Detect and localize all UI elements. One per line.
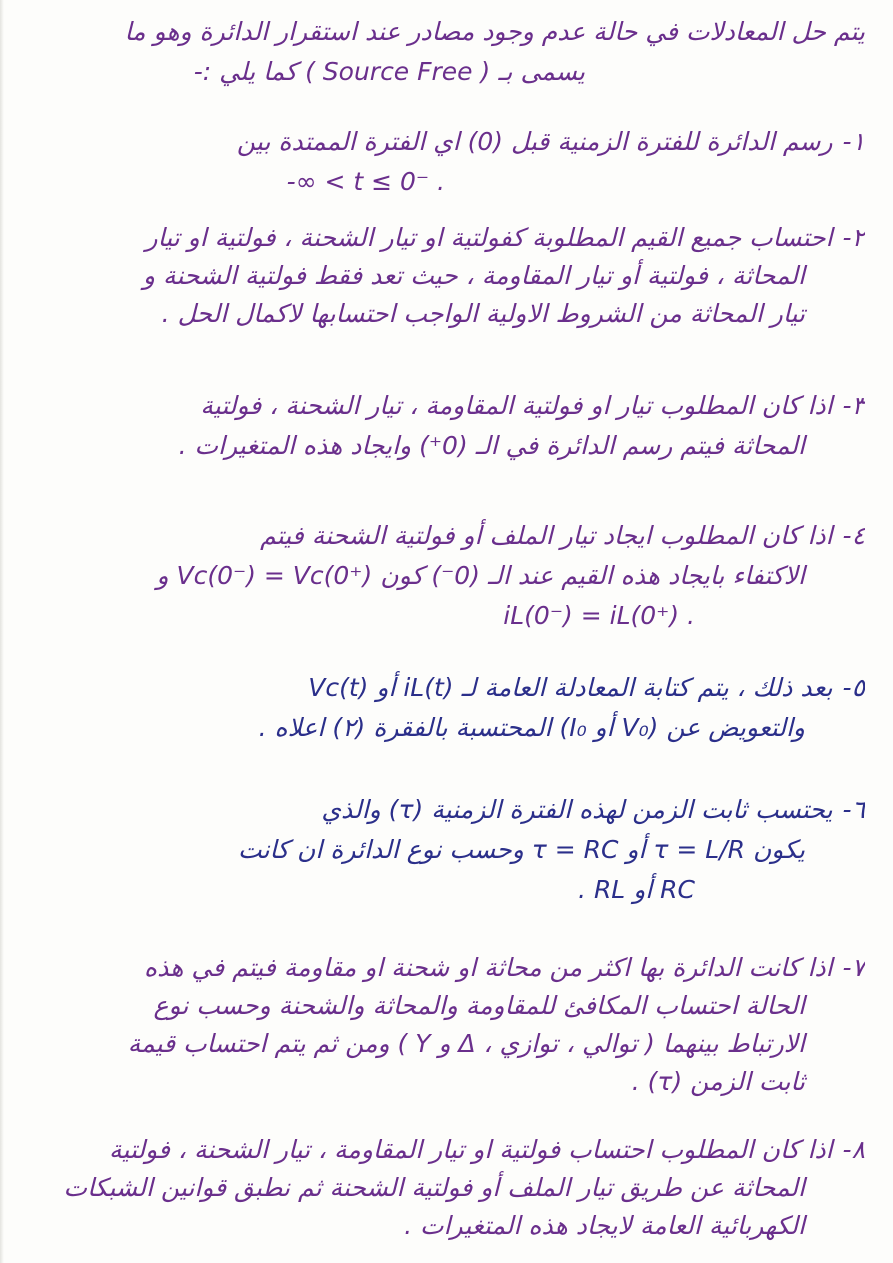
item-4-line-3 — [18, 596, 865, 636]
item-2-line-2: المحاثة ، فولتية أو تيار المقاومة ، حيث تعد فقط فولتية الشحنة و — [143, 261, 805, 290]
item-1-line-1 — [18, 122, 865, 162]
list-item-7 — [18, 948, 865, 1100]
item-6-line-3: RC أو RL . — [578, 875, 695, 904]
item-6-line-2: يكون τ = L/R أو τ = RC وحسب نوع الدائرة ان كانت — [238, 835, 805, 864]
item-7-line-1 — [18, 948, 865, 986]
item-2-line-1 — [18, 218, 865, 256]
intro-line-1: يتم حل المعادلات في حالة عدم وجود مصادر عند استقرار الدائرة وهو ما — [124, 17, 865, 46]
item-5-line-2: والتعويض عن (V₀ أو I₀) المحتسبة بالفقرة (٢) اعلاه . — [258, 713, 805, 742]
list-item-4 — [18, 516, 865, 636]
item-7-line-4: ثابت الزمن (τ) . — [631, 1067, 805, 1096]
intro-line-2-prefix: يسمى بـ — [498, 57, 585, 86]
list-item-5 — [18, 668, 865, 748]
item-text: رسم الدائرة للفترة الزمنية قبل (0) اي الفترة الممتدة بين — [236, 127, 833, 156]
item-8-line-1 — [18, 1130, 865, 1168]
item-number: ٧- — [842, 953, 865, 982]
item-5-line-1 — [18, 668, 865, 708]
item-text: اذا كان المطلوب تيار او فولتية المقاومة ، تيار الشحنة ، فولتية — [200, 391, 833, 420]
item-1-line-2 — [18, 162, 865, 202]
item-3-line-2: المحاثة فيتم رسم الدائرة في الـ (0⁺) وايجاد هذه المتغيرات . — [178, 431, 805, 460]
item-number: ٢- — [842, 223, 865, 252]
intro-paragraph — [18, 12, 865, 92]
item-3-line-1 — [18, 386, 865, 426]
list-item-6 — [18, 790, 865, 910]
item-number: ٣- — [842, 391, 865, 420]
item-7-line-2: الحالة احتساب المكافئ للمقاومة والمحاثة والشحنة وحسب نوع — [153, 991, 805, 1020]
item-number: ٨- — [842, 1135, 865, 1164]
inductor-current-equation: iL(0⁻) = iL(0⁺) . — [503, 601, 695, 630]
item-text: احتساب جميع القيم المطلوبة كفولتية او تيار الشحنة ، فولتية او تيار — [145, 223, 833, 252]
item-8-line-3: الكهربائية العامة لايجاد هذه المتغيرات . — [404, 1211, 805, 1240]
item-number: ٥- — [842, 673, 865, 702]
item-text: اذا كان المطلوب احتساب فولتية او تيار المقاومة ، تيار الشحنة ، فولتية — [109, 1135, 833, 1164]
item-text: بعد ذلك ، يتم كتابة المعادلة العامة لـ iL(t) أو Vc(t) — [308, 673, 833, 702]
time-interval-expression: -∞ < t ≤ 0⁻ . — [286, 167, 445, 196]
item-number: ٤- — [842, 521, 865, 550]
item-4-line-1 — [18, 516, 865, 556]
list-item-1 — [18, 122, 865, 202]
list-item-2 — [18, 218, 865, 332]
list-item-3 — [18, 386, 865, 466]
page-edge-shadow — [0, 0, 4, 1263]
item-8-line-2: المحاثة عن طريق تيار الملف أو فولتية الشحنة ثم نطبق قوانين الشبكات — [63, 1173, 805, 1202]
item-number: ١- — [842, 127, 865, 156]
item-text: اذا كان المطلوب ايجاد تيار الملف أو فولتية الشحنة فيتم — [260, 521, 833, 550]
item-text: اذا كانت الدائرة بها اكثر من محاثة او شحنة او مقاومة فيتم في هذه — [144, 953, 833, 982]
intro-line-2 — [18, 52, 865, 92]
list-item-8 — [18, 1130, 865, 1244]
item-number: ٦- — [842, 795, 865, 824]
item-text: يحتسب ثابت الزمن لهذه الفترة الزمنية (τ) والذي — [321, 795, 833, 824]
item-4-line-2: الاكتفاء بايجاد هذه القيم عند الـ (0⁻) كون Vc(0⁻) = Vc(0⁺) و — [156, 561, 805, 590]
item-7-line-3: الارتباط بينهما ( توالي ، توازي ، Δ و Y ) ومن ثم يتم احتساب قيمة — [127, 1029, 805, 1058]
intro-line-2-suffix: كما يلي :- — [193, 57, 298, 86]
source-free-term: ( Source Free ) — [305, 57, 491, 86]
item-2-line-3: تيار المحاثة من الشروط الاولية الواجب احتسابها لاكمال الحل . — [161, 299, 805, 328]
item-6-line-1 — [18, 790, 865, 830]
